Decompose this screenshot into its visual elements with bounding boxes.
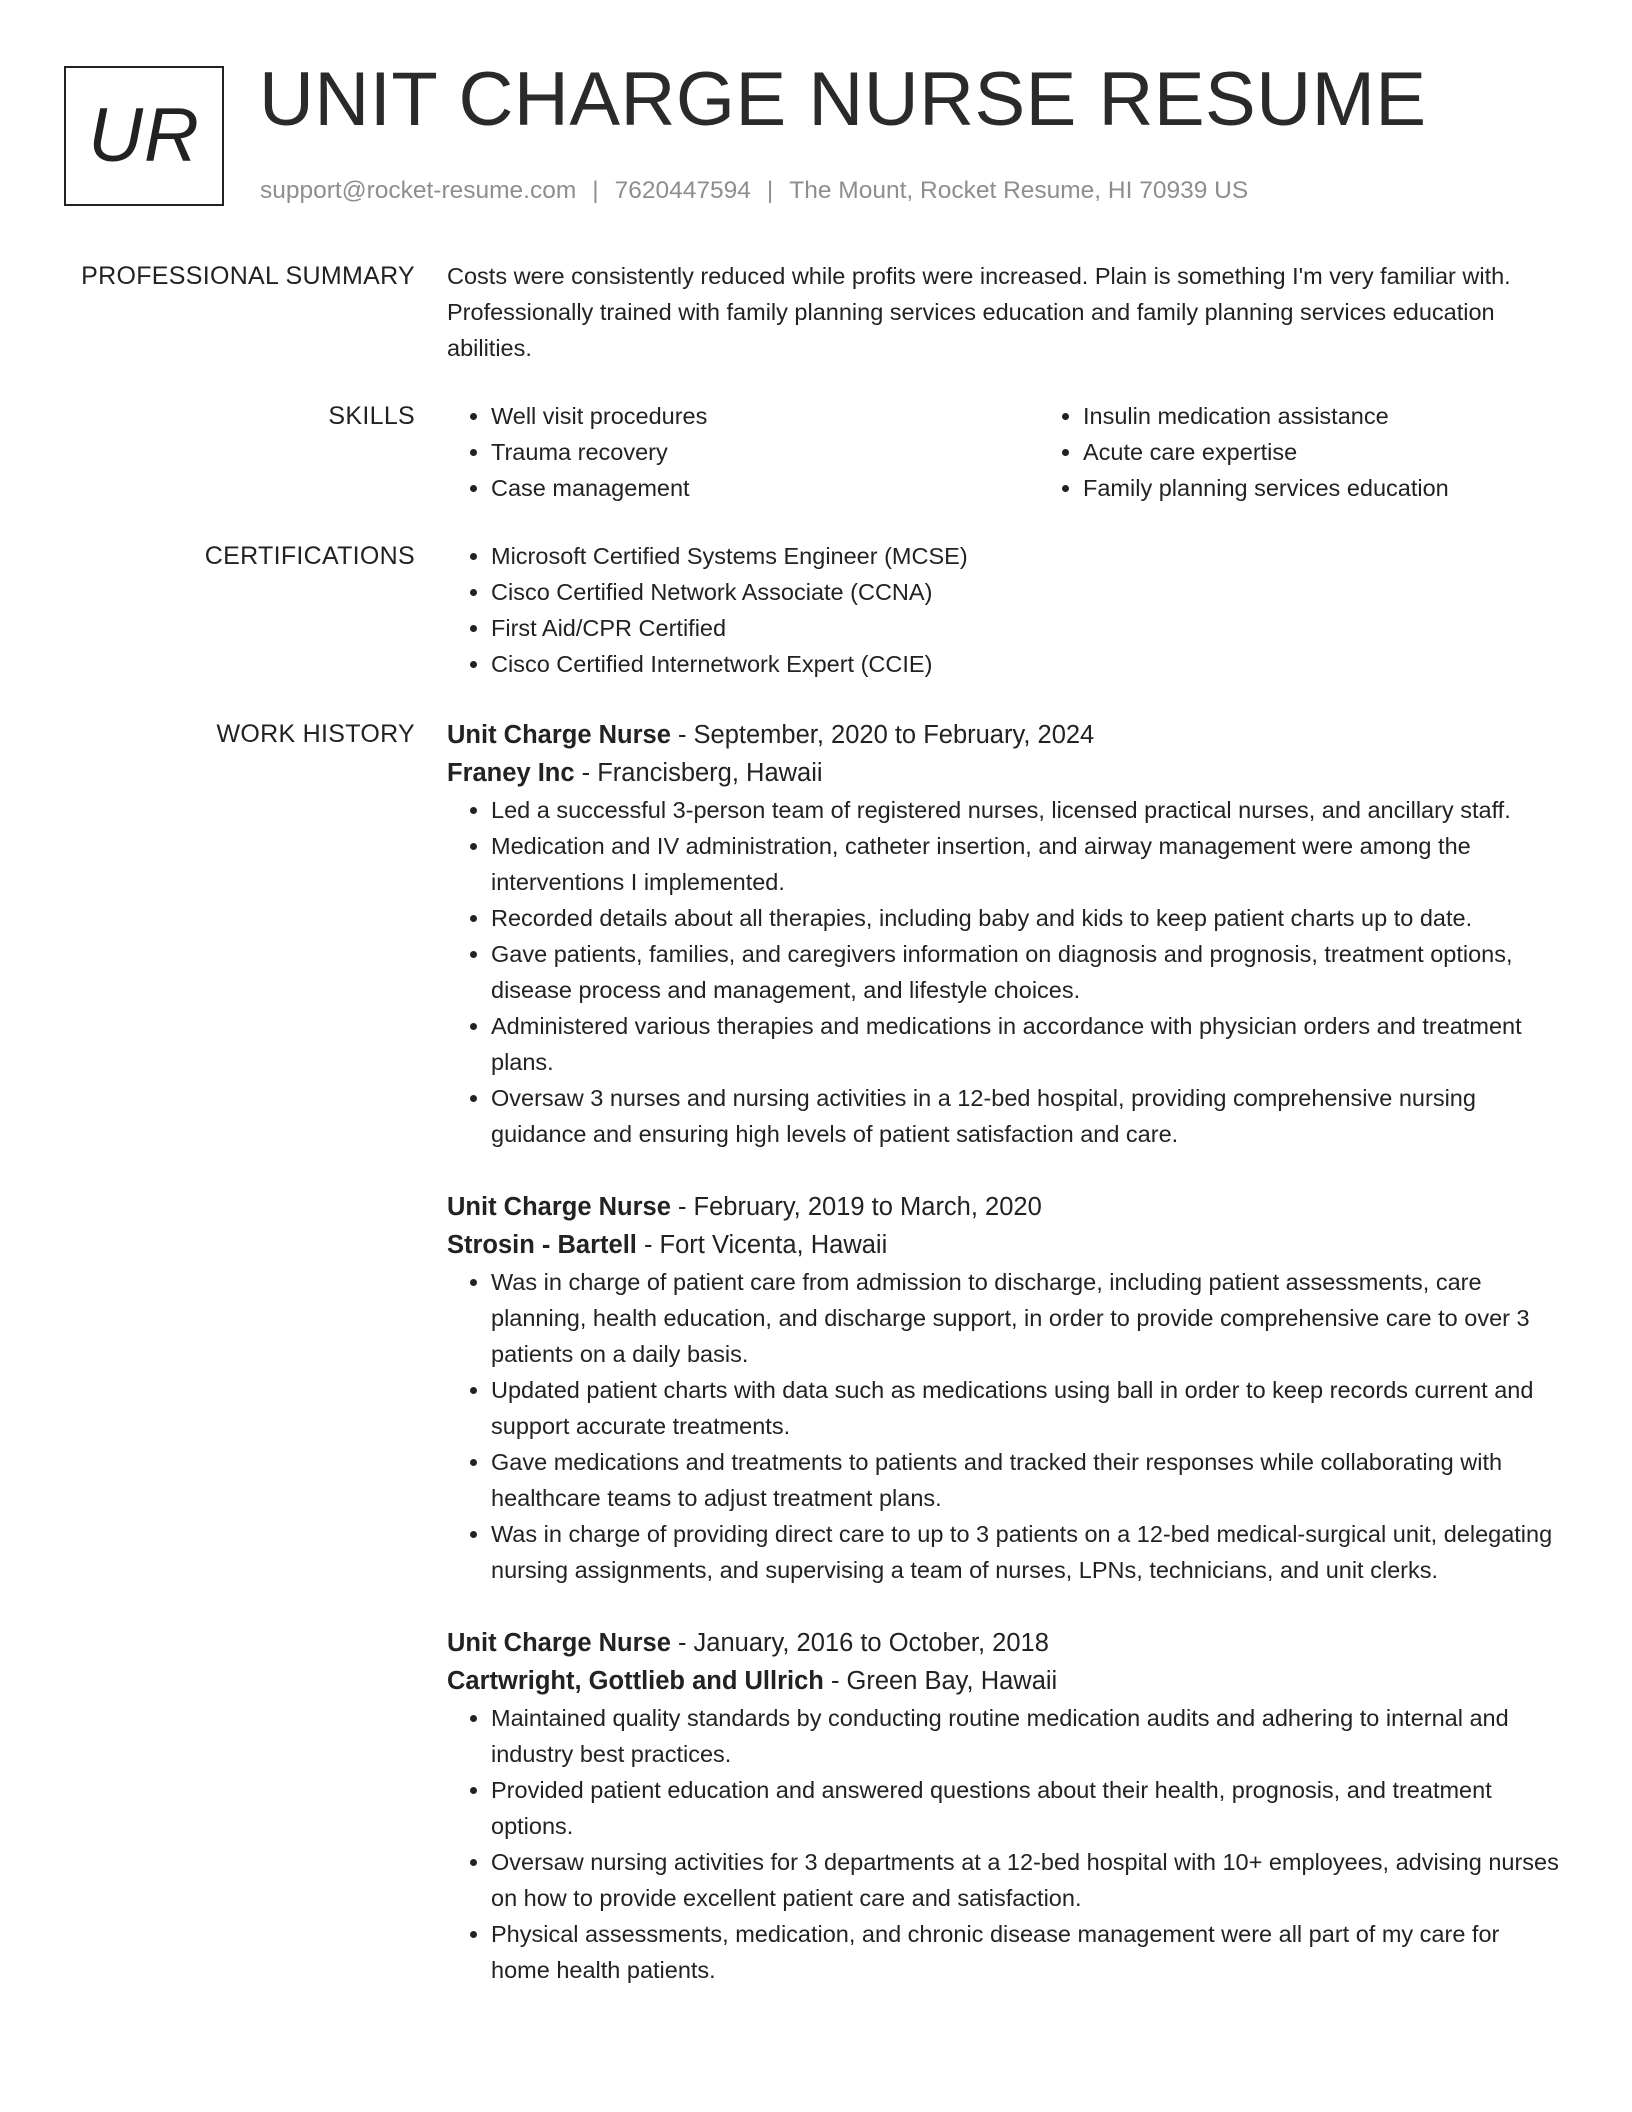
job-company-line bbox=[447, 754, 1562, 792]
job-bullet: • Was in charge of patient care from admission to discharge, including patient assessments, care planning, health education, and discharge support, in order to provide comprehensive care to over 3 patients on a daily basis. bbox=[491, 1264, 1562, 1372]
summary-body bbox=[447, 258, 1562, 366]
skill-item: • Case management bbox=[491, 470, 1039, 506]
monogram-initials: UR bbox=[88, 93, 200, 178]
summary-text: Costs were consistently reduced while profits were increased. Plain is something I'm very familiar with. Professionally trained with family planning services education and family planning services education abilities. bbox=[447, 263, 1511, 361]
job-bullet: • Gave medications and treatments to patients and tracked their responses while collaborating with healthcare teams to adjust treatment plans. bbox=[491, 1444, 1562, 1516]
section-label-work-history: WORK HISTORY bbox=[216, 720, 415, 748]
section-label-skills: SKILLS bbox=[328, 402, 415, 430]
section-label-certifications: CERTIFICATIONS bbox=[204, 542, 415, 570]
job-location: - Green Bay, Hawaii bbox=[823, 1667, 1058, 1695]
job-bullet: • Updated patient charts with data such as medications using ball in order to keep records current and support accurate treatments. bbox=[491, 1372, 1562, 1444]
certification-item: • First Aid/CPR Certified bbox=[491, 610, 1562, 646]
job-bullet: • Was in charge of providing direct care to up to 3 patients on a 12-bed medical-surgical unit, delegating nursing assignments, and supervising a team of nurses, LPNs, technicians, and unit clerks. bbox=[491, 1516, 1562, 1588]
job-dates: - September, 2020 to February, 2024 bbox=[670, 721, 1095, 749]
resume-title: UNIT CHARGE NURSE RESUME bbox=[259, 57, 1427, 142]
job-location: - Fort Vicenta, Hawaii bbox=[636, 1231, 888, 1259]
job-title-line bbox=[447, 1188, 1562, 1226]
job-title: Unit Charge Nurse bbox=[447, 1629, 671, 1657]
job-location: - Francisberg, Hawaii bbox=[574, 759, 823, 787]
skill-item: • Trauma recovery bbox=[491, 434, 1039, 470]
contact-separator: | bbox=[592, 177, 599, 204]
job-bullet: • Maintained quality standards by conducting routine medication audits and adhering to internal and industry best practices. bbox=[491, 1700, 1562, 1772]
job-title-line bbox=[447, 716, 1562, 754]
job-entry bbox=[447, 1624, 1562, 1988]
job-company-line bbox=[447, 1662, 1562, 1700]
certification-item: • Cisco Certified Internetwork Expert (CCIE) bbox=[491, 646, 1562, 682]
job-bullet-list bbox=[447, 792, 1562, 1152]
job-title-line bbox=[447, 1624, 1562, 1662]
monogram-box bbox=[64, 66, 224, 206]
skill-item: • Insulin medication assistance bbox=[1083, 398, 1631, 434]
job-title: Unit Charge Nurse bbox=[447, 721, 671, 749]
section-label-summary: PROFESSIONAL SUMMARY bbox=[81, 262, 415, 290]
skills-list-right bbox=[1039, 398, 1631, 506]
job-bullet: • Gave patients, families, and caregivers information on diagnosis and prognosis, treatment options, disease process and management, and lifestyle choices. bbox=[491, 936, 1562, 1008]
resume-sections bbox=[0, 258, 1632, 2024]
section-work-history bbox=[0, 716, 1632, 2024]
contact-line bbox=[260, 176, 1248, 205]
skills-grid bbox=[447, 398, 1562, 506]
job-bullet: • Provided patient education and answered questions about their health, prognosis, and treatment options. bbox=[491, 1772, 1562, 1844]
job-dates: - January, 2016 to October, 2018 bbox=[670, 1629, 1049, 1657]
certifications-body bbox=[447, 538, 1562, 682]
contact-phone: 7620447594 bbox=[614, 177, 751, 204]
job-company: Strosin - Bartell bbox=[447, 1231, 637, 1259]
job-bullet: • Recorded details about all therapies, including baby and kids to keep patient charts up to date. bbox=[491, 900, 1562, 936]
section-professional-summary bbox=[0, 258, 1632, 366]
section-certifications bbox=[0, 538, 1632, 682]
skill-item: • Family planning services education bbox=[1083, 470, 1631, 506]
job-bullet: • Oversaw 3 nurses and nursing activities in a 12-bed hospital, providing comprehensive nursing guidance and ensuring high levels of patient satisfaction and care. bbox=[491, 1080, 1562, 1152]
job-title: Unit Charge Nurse bbox=[447, 1193, 671, 1221]
job-bullet-list bbox=[447, 1700, 1562, 1988]
job-dates: - February, 2019 to March, 2020 bbox=[670, 1193, 1042, 1221]
job-company: Cartwright, Gottlieb and Ullrich bbox=[447, 1667, 824, 1695]
job-bullet: • Physical assessments, medication, and chronic disease management were all part of my care for home health patients. bbox=[491, 1916, 1562, 1988]
certification-item: • Microsoft Certified Systems Engineer (MCSE) bbox=[491, 538, 1562, 574]
skill-item: • Acute care expertise bbox=[1083, 434, 1631, 470]
certification-item: • Cisco Certified Network Associate (CCNA) bbox=[491, 574, 1562, 610]
skills-list-left bbox=[447, 398, 1039, 506]
skill-item: • Well visit procedures bbox=[491, 398, 1039, 434]
job-bullet-list bbox=[447, 1264, 1562, 1588]
job-bullet: • Led a successful 3-person team of registered nurses, licensed practical nurses, and ancillary staff. bbox=[491, 792, 1562, 828]
job-entry bbox=[447, 1188, 1562, 1588]
job-bullet: • Administered various therapies and medications in accordance with physician orders and treatment plans. bbox=[491, 1008, 1562, 1080]
section-skills bbox=[0, 398, 1632, 506]
job-company: Franey Inc bbox=[447, 759, 575, 787]
job-entry bbox=[447, 716, 1562, 1152]
work-history-body bbox=[447, 716, 1562, 2024]
job-company-line bbox=[447, 1226, 1562, 1264]
certifications-list bbox=[447, 538, 1562, 682]
job-bullet: • Oversaw nursing activities for 3 departments at a 12-bed hospital with 10+ employees, advising nurses on how to provide excellent patient care and satisfaction. bbox=[491, 1844, 1562, 1916]
job-bullet: • Medication and IV administration, catheter insertion, and airway management were among the interventions I implemented. bbox=[491, 828, 1562, 900]
contact-separator: | bbox=[766, 177, 774, 204]
skills-body bbox=[447, 398, 1562, 506]
contact-email: support@rocket-resume.com bbox=[260, 177, 577, 204]
contact-address: The Mount, Rocket Resume, HI 70939 US bbox=[789, 177, 1249, 204]
